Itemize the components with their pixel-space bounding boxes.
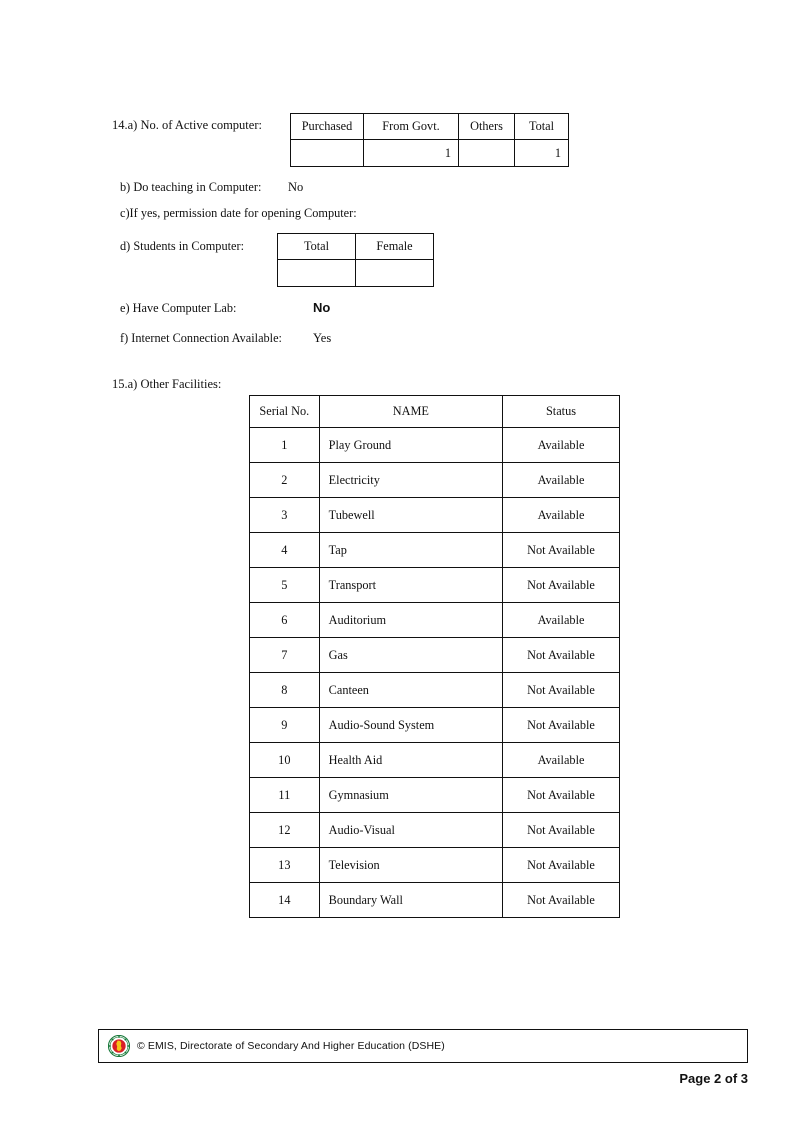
value-have-computer-lab: No (313, 300, 331, 315)
cell-name: Audio-Visual (319, 813, 502, 848)
cell-serial: 1 (250, 428, 320, 463)
label-have-computer-lab: e) Have Computer Lab: (120, 301, 237, 315)
cell-status: Available (503, 743, 620, 778)
cell-others (459, 140, 515, 167)
table-row (250, 498, 620, 533)
label-do-teaching-in-computer: b) Do teaching in Computer: (120, 180, 262, 194)
cell-from-govt: 1 (364, 140, 459, 167)
cell-name: Television (319, 848, 502, 883)
cell-status: Not Available (503, 638, 620, 673)
table-row (291, 140, 569, 167)
cell-name: Gymnasium (319, 778, 502, 813)
cell-serial: 4 (250, 533, 320, 568)
footer-box (98, 1029, 748, 1063)
cell-name: Electricity (319, 463, 502, 498)
active-computer-table (290, 113, 569, 167)
table-row (250, 848, 620, 883)
table-row (250, 883, 620, 918)
cell-name: Transport (319, 568, 502, 603)
table-row (250, 778, 620, 813)
cell-serial: 8 (250, 673, 320, 708)
cell-status: Available (503, 428, 620, 463)
label-students-in-computer: d) Students in Computer: (120, 239, 244, 253)
header-students-total: Total (278, 234, 356, 260)
cell-status: Not Available (503, 568, 620, 603)
cell-name: Gas (319, 638, 502, 673)
label-permission-date-computer: c)If yes, permission date for opening Computer: (120, 206, 357, 220)
active-computer-table-wrap (290, 113, 569, 167)
cell-name: Audio-Sound System (319, 708, 502, 743)
cell-serial: 9 (250, 708, 320, 743)
header-status: Status (503, 396, 620, 428)
facilities-table-body (250, 428, 620, 918)
cell-serial: 14 (250, 883, 320, 918)
cell-total: 1 (515, 140, 569, 167)
cell-status: Not Available (503, 883, 620, 918)
cell-status: Not Available (503, 533, 620, 568)
label-active-computer: 14.a) No. of Active computer: (112, 118, 262, 132)
table-row (250, 813, 620, 848)
cell-status: Available (503, 603, 620, 638)
label-internet-connection-available: f) Internet Connection Available: (120, 331, 282, 345)
cell-serial: 10 (250, 743, 320, 778)
cell-serial: 7 (250, 638, 320, 673)
cell-status: Not Available (503, 778, 620, 813)
cell-serial: 3 (250, 498, 320, 533)
value-do-teaching-in-computer: No (288, 180, 304, 194)
cell-name: Play Ground (319, 428, 502, 463)
cell-name: Canteen (319, 673, 502, 708)
other-facilities-table (249, 395, 620, 918)
other-facilities-table-wrap (249, 395, 620, 918)
table-row (250, 603, 620, 638)
cell-serial: 13 (250, 848, 320, 883)
label-other-facilities: 15.a) Other Facilities: (112, 377, 222, 391)
header-from-govt: From Govt. (364, 114, 459, 140)
cell-status: Available (503, 498, 620, 533)
students-computer-table-wrap (277, 233, 434, 287)
cell-status: Not Available (503, 673, 620, 708)
value-internet-connection-available: Yes (313, 331, 332, 345)
students-in-computer-table (277, 233, 434, 287)
table-row (250, 743, 620, 778)
header-students-female: Female (356, 234, 434, 260)
cell-students-total (278, 260, 356, 287)
table-row (250, 463, 620, 498)
table-row (250, 568, 620, 603)
header-others: Others (459, 114, 515, 140)
cell-students-female (356, 260, 434, 287)
header-serial-no: Serial No. (250, 396, 320, 428)
cell-name: Boundary Wall (319, 883, 502, 918)
cell-serial: 5 (250, 568, 320, 603)
cell-name: Tap (319, 533, 502, 568)
footer-copyright-text: © EMIS, Directorate of Secondary And Higher Education (DSHE) (137, 1040, 445, 1052)
cell-name: Health Aid (319, 743, 502, 778)
table-row (250, 428, 620, 463)
cell-serial: 6 (250, 603, 320, 638)
cell-serial: 11 (250, 778, 320, 813)
table-row (250, 673, 620, 708)
table-header-row (250, 396, 620, 428)
cell-status: Not Available (503, 848, 620, 883)
cell-status: Available (503, 463, 620, 498)
page-number-label: Page 2 of 3 (679, 1071, 748, 1086)
table-row (250, 533, 620, 568)
cell-status: Not Available (503, 708, 620, 743)
cell-status: Not Available (503, 813, 620, 848)
header-purchased: Purchased (291, 114, 364, 140)
table-row (250, 638, 620, 673)
header-total: Total (515, 114, 569, 140)
cell-name: Auditorium (319, 603, 502, 638)
cell-serial: 12 (250, 813, 320, 848)
cell-name: Tubewell (319, 498, 502, 533)
dshe-emblem-icon (108, 1035, 130, 1057)
cell-serial: 2 (250, 463, 320, 498)
table-row (278, 260, 434, 287)
header-name: NAME (319, 396, 502, 428)
cell-purchased (291, 140, 364, 167)
table-header-row (278, 234, 434, 260)
table-row (250, 708, 620, 743)
table-header-row (291, 114, 569, 140)
